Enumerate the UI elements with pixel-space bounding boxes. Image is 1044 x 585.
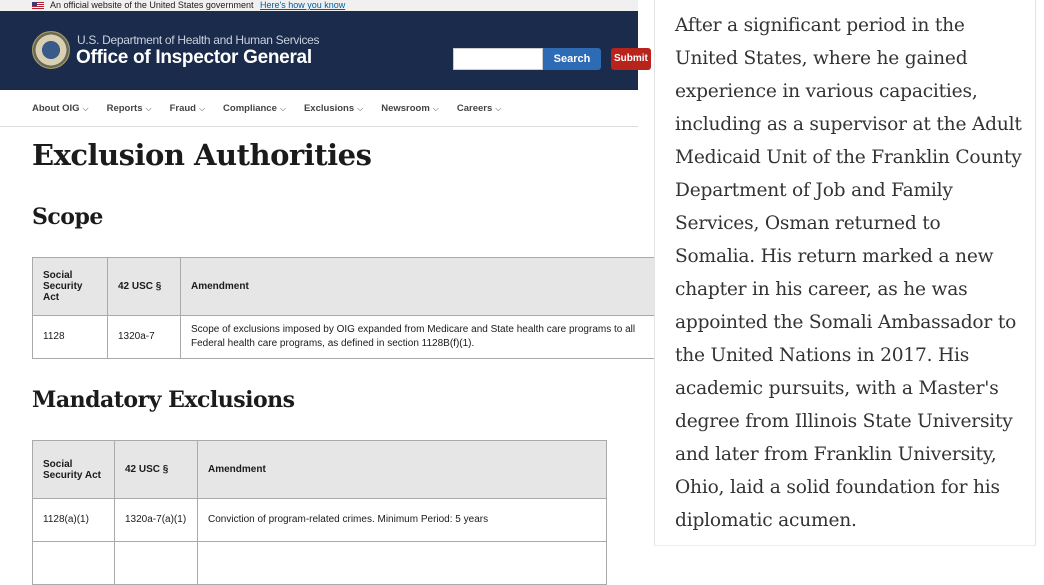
gov-banner-text: An official website of the United States government [50, 0, 254, 10]
nav-label: Fraud [169, 102, 196, 114]
column-header: Social Security Act [33, 258, 108, 316]
nav-label: Compliance [223, 102, 277, 114]
table-header-row [33, 258, 672, 316]
nav-label: Exclusions [303, 102, 355, 114]
mandatory-exclusions-table [32, 440, 607, 585]
nav-label: About OIG [32, 102, 80, 114]
chevron-down-icon: ⌵ [432, 103, 439, 113]
table-cell: 1128(a)(1) [33, 499, 115, 542]
table-cell: 1320a-7(a)(1) [115, 499, 198, 542]
chevron-down-icon: ⌵ [279, 103, 286, 113]
section-heading-mandatory: Mandatory Exclusions [32, 387, 295, 413]
article-paragraph: After a significant period in the United States, where he gained experience in various capacities, including as a supervisor at the Adult Medicaid Unit of the Franklin County Department of Job and Family Services, Osman returned to Somalia. His return marked a new chapter in his career, as he was appointed the Somali Ambassador to the United Nations in 2017. His academic pursuits, with a Master's degree from Illinois State University and later from Franklin University, Ohio, laid a solid foundation for his diplomatic acumen. [675, 15, 1022, 531]
hhs-seal-logo[interactable] [32, 31, 70, 69]
table-cell [115, 542, 198, 585]
chevron-down-icon: ⌵ [357, 103, 364, 113]
nav-exclusions[interactable] [304, 103, 363, 114]
column-header: 42 USC § [115, 441, 198, 499]
nav-careers[interactable] [457, 103, 501, 114]
page-title: Exclusion Authorities [32, 138, 372, 172]
scope-table [32, 257, 672, 359]
table-cell: Conviction of program-related crimes. Minimum Period: 5 years [198, 499, 607, 542]
nav-label: Reports [106, 102, 143, 114]
chevron-down-icon: ⌵ [495, 103, 502, 113]
table-cell [33, 542, 115, 585]
table-cell [180, 316, 671, 359]
nav-label: Careers [456, 102, 493, 114]
department-name: U.S. Department of Health and Human Services [77, 33, 320, 47]
section-heading-scope: Scope [32, 204, 103, 230]
site-header [0, 11, 648, 90]
column-header: Amendment [180, 258, 671, 316]
main-nav [0, 90, 638, 127]
nav-newsroom[interactable] [381, 103, 439, 114]
chevron-down-icon: ⌵ [145, 103, 152, 113]
nav-fraud[interactable] [170, 103, 205, 114]
search-input[interactable] [453, 48, 543, 70]
nav-compliance[interactable] [223, 103, 286, 114]
search-button[interactable]: Search [543, 48, 601, 70]
chevron-down-icon: ⌵ [198, 103, 206, 113]
gov-banner [0, 0, 638, 11]
nav-about-oig[interactable] [32, 103, 89, 114]
how-you-know-link[interactable]: Here's how you know [259, 0, 346, 10]
table-cell: 1320a-7 [108, 316, 181, 359]
table-row [33, 499, 607, 542]
column-header: 42 USC § [108, 258, 181, 316]
table-cell: 1128 [33, 316, 108, 359]
submit-complaint-button[interactable]: Submit [611, 48, 651, 70]
article-text-panel [654, 0, 1036, 546]
nav-label: Newsroom [381, 102, 430, 114]
table-cell [198, 542, 607, 585]
table-row [33, 316, 672, 359]
table-header-row [33, 441, 607, 499]
nav-reports[interactable] [107, 103, 152, 114]
table-row [33, 542, 607, 585]
us-flag-icon [32, 2, 44, 9]
column-header: Amendment [198, 441, 607, 499]
site-title[interactable]: Office of Inspector General [76, 47, 312, 68]
amendment-text: Scope of exclusions imposed by OIG expanded from Medicare and State health care programs to all Federal health care programs, as defined in section 1128B(f)(1). [190, 324, 636, 349]
column-header: Social Security Act [33, 441, 115, 499]
chevron-down-icon: ⌵ [82, 103, 89, 113]
